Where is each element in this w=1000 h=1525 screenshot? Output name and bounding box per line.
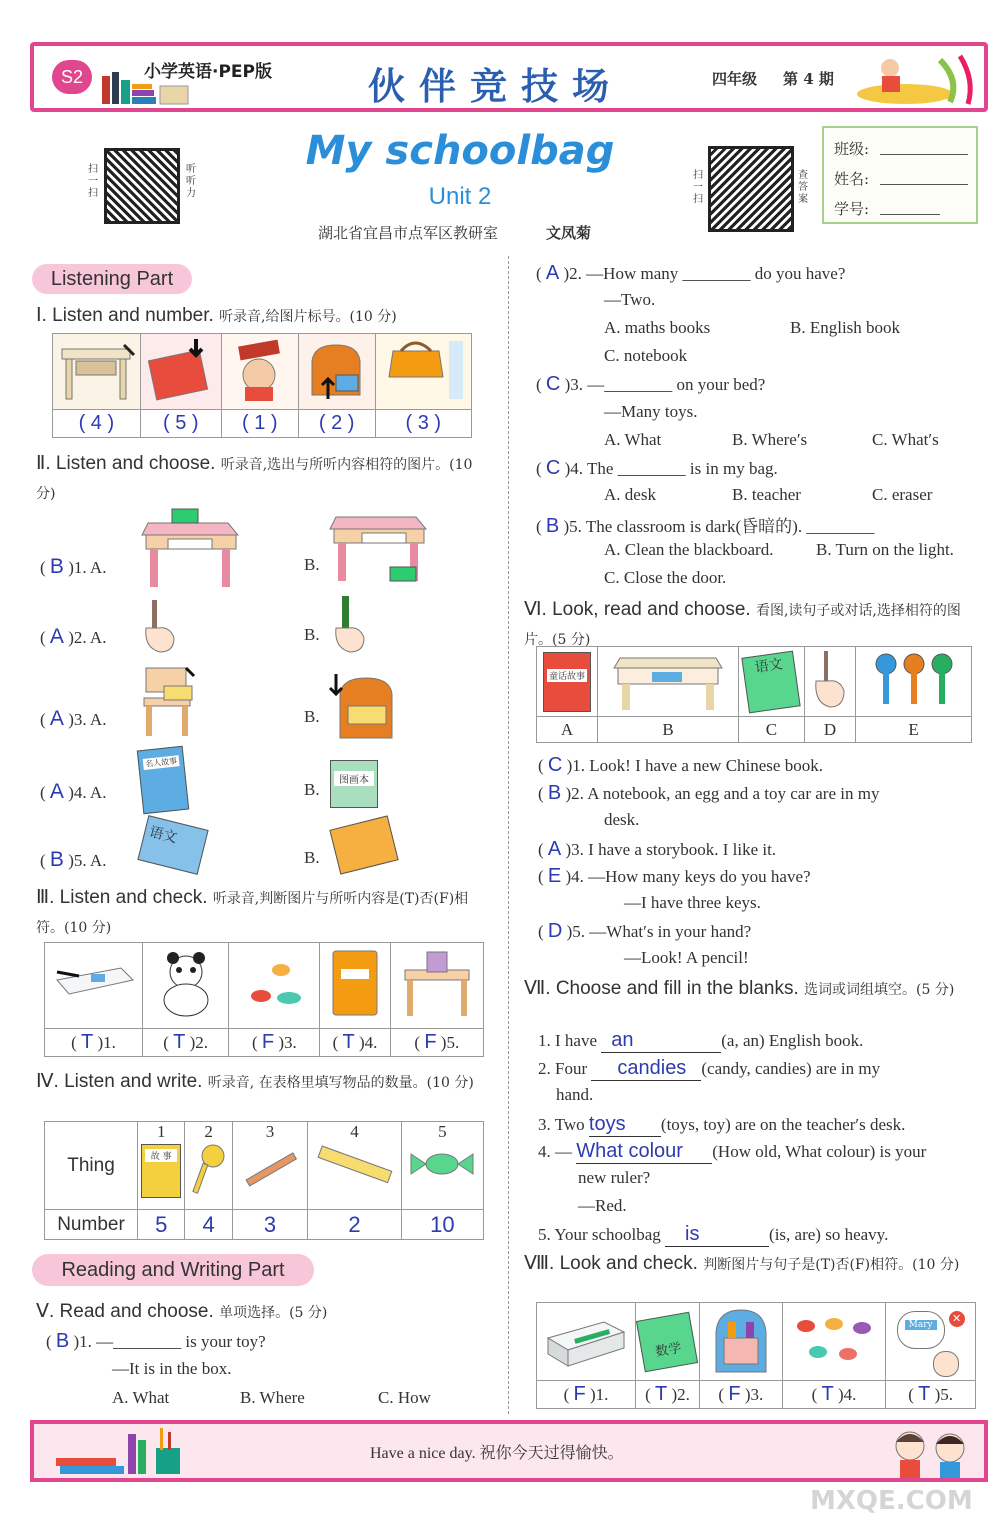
page-code-badge: S2 — [52, 60, 92, 94]
sec5-q5: ( B )5. The classroom is dark(昏暗的). ________ — [536, 515, 875, 537]
subject-label: 小学英语·PEP版 — [144, 62, 272, 82]
sec8-answer-4: ( T )4. — [782, 1381, 886, 1409]
storybook-red-cover — [543, 652, 591, 712]
sec5-q2: ( A )2. —How many ________ do you have? — [536, 262, 846, 284]
sec5-q1-opt-a: A. What — [112, 1388, 170, 1407]
math-book-cover: 数学 — [636, 1311, 698, 1372]
id-label: 学号: — [834, 200, 870, 218]
number-5: 10 — [401, 1210, 483, 1240]
sec5-q2-reply: —Two. — [604, 290, 656, 309]
hand-pencil-2-picture — [804, 647, 855, 717]
english-book-picture — [140, 334, 221, 410]
sec2-item-4-b: B. — [304, 780, 320, 799]
sec7-note: 选词或词组填空。(5 分) — [804, 982, 955, 998]
girl-face-icon — [933, 1351, 959, 1377]
storybook-yellow-label: 故 事 — [145, 1149, 177, 1162]
sec3-note: 听录音,判断图片与所听内容是(T)否(F)相符。(10 分) — [36, 891, 469, 936]
reading-writing-part-label: Reading and Writing Part — [32, 1254, 314, 1286]
sec2-item-3: ( A )3. A. — [40, 707, 107, 730]
number-header: Number — [45, 1210, 138, 1240]
math-book-picture — [635, 1303, 699, 1381]
sec5-q3-reply: —Many toys. — [604, 402, 698, 421]
qr-right-scan-label: 扫一扫 — [693, 170, 703, 205]
sec3-answer-2: ( T )2. — [142, 1029, 228, 1057]
qr-right-answer-label: 查答案 — [798, 170, 808, 205]
sec7-item-4-cont: new ruler? — [578, 1168, 651, 1187]
unit-label: Unit 2 — [428, 183, 492, 210]
sec2-item-5: ( B )5. A. — [40, 848, 107, 871]
sec5-note: 单项选择。(5 分) — [219, 1305, 328, 1321]
sec7-item-3: 3. Two toys (toys, toy) are on the teacher′s desk. — [538, 1113, 906, 1135]
desk-book-under-picture — [326, 503, 430, 593]
schoolbag-arrow-picture — [326, 660, 406, 746]
sec5-heading — [36, 1300, 327, 1323]
name-label: 姓名: — [834, 170, 870, 188]
sec3-answer-3: ( F )3. — [229, 1029, 320, 1057]
desk-book-on-top-picture — [138, 503, 242, 593]
sec3-answer-4: ( T )4. — [320, 1029, 390, 1057]
sec5-q5-opt-c: C. Close the door. — [604, 568, 727, 587]
sec5-q4-opt-a: A. desk — [604, 485, 656, 504]
sec7-item-5: 5. Your schoolbag is (is, are) so heavy. — [538, 1223, 889, 1245]
sec7-blank-3[interactable]: toys — [589, 1113, 661, 1137]
lesson-title: My schoolbag — [305, 128, 615, 174]
sec7-item-2: 2. Four candies (candy, candies) are in my — [538, 1057, 881, 1079]
sec8-answer-5: ( T )5. — [886, 1381, 976, 1409]
mary-name-tag: Mary — [905, 1320, 937, 1330]
sec5-q1: ( B )1. —________ is your toy? — [46, 1330, 266, 1352]
number-2: 4 — [185, 1210, 232, 1240]
listening-part-label: Listening Part — [32, 264, 192, 294]
sec7-item-4-reply: —Red. — [578, 1196, 627, 1215]
qr-left-scan-label: 扫一扫 — [88, 164, 98, 199]
sec4-title: Ⅳ. Listen and write. — [36, 1071, 203, 1092]
sec6-item-1: ( C )1. Look! I have a new Chinese book. — [538, 754, 823, 776]
col-2-number: 2 — [204, 1122, 213, 1141]
desk-notebook-picture — [598, 647, 739, 717]
schoolbag-math-book-picture — [298, 334, 375, 410]
sec5-q2-opt-b: B. English book — [790, 318, 901, 337]
desk-bag-picture — [390, 943, 483, 1029]
thing-col-5 — [401, 1122, 483, 1210]
sec6-note: 看图,读句子或对话,选择相符的图片。(5 分) — [524, 603, 961, 648]
sec6-label-e: E — [856, 717, 972, 743]
sec1-answer-5: ( 3 ) — [375, 410, 471, 438]
many-candies-picture — [782, 1303, 886, 1381]
footer-kids-illustration — [880, 1424, 980, 1484]
sec5-q3-opt-c: C. What′s — [872, 430, 939, 449]
sec5-q3-opt-b: B. Where′s — [732, 430, 808, 449]
sec3-answer-5: ( F )5. — [390, 1029, 483, 1057]
sec5-q4: ( C )4. The ________ is in my bag. — [536, 457, 778, 479]
sec5-q3: ( C )3. —________ on your bed? — [536, 373, 766, 395]
col-3-number: 3 — [265, 1122, 275, 1141]
pen-picture — [238, 1142, 302, 1192]
ruler-picture — [314, 1142, 394, 1192]
thing-col-3 — [232, 1122, 307, 1210]
name-field[interactable] — [880, 184, 968, 185]
three-keys-picture — [856, 647, 972, 717]
author-org: 湖北省宜昌市点军区教研室 — [318, 224, 499, 242]
hand-pen-picture — [330, 594, 374, 660]
sec5-q1-opt-b: B. Where — [240, 1388, 305, 1407]
chair-bag-picture — [138, 662, 200, 742]
sec7-item-4: 4. — What colour (How old, What colour) is your — [538, 1140, 927, 1162]
sec2-heading — [36, 450, 494, 508]
thing-header: Thing — [45, 1122, 138, 1210]
number-3: 3 — [232, 1210, 307, 1240]
sec3-table — [44, 942, 484, 1057]
sec6-item-5: ( D )5. —What′s in your hand? — [538, 920, 752, 942]
book-on-head-picture — [221, 334, 298, 410]
sec2-item-4: ( A )4. A. — [40, 780, 107, 803]
kid-on-cloud-illustration — [850, 50, 980, 108]
hand-pencil-picture — [140, 598, 184, 660]
orange-notebook-picture — [320, 943, 390, 1029]
sec7-blank-5[interactable]: is — [665, 1223, 769, 1247]
sec7-item-1: 1. I have an (a, an) English book. — [538, 1029, 864, 1051]
sec2-item-1: ( B )1. A. — [40, 555, 107, 578]
class-label: 班级: — [834, 140, 870, 158]
sec3-title: Ⅲ. Listen and check. — [36, 887, 208, 908]
sec1-answer-1: ( 4 ) — [53, 410, 141, 438]
sec2-item-2-b: B. — [304, 625, 320, 644]
col-4-number: 4 — [350, 1122, 359, 1141]
footer-books-icon — [56, 1424, 186, 1482]
candy-picture — [407, 1142, 477, 1186]
candies-picture — [229, 943, 320, 1029]
sec5-q2-opt-c: C. notebook — [604, 346, 688, 365]
thought-bubble — [897, 1311, 945, 1349]
author-name: 文凤菊 — [546, 224, 592, 242]
sec1-answer-4: ( 2 ) — [298, 410, 375, 438]
sec6-label-c: C — [738, 717, 804, 743]
sec1-answer-2: ( 5 ) — [140, 410, 221, 438]
storybook-red-label: 童话故事 — [547, 669, 587, 682]
storybook-red-picture — [537, 647, 598, 717]
col-1-number: 1 — [156, 1122, 166, 1141]
sec8-title: Ⅷ. Look and check. — [524, 1253, 698, 1274]
sec6-label-a: A — [537, 717, 598, 743]
sec4-note: 听录音, 在表格里填写物品的数量。(10 分) — [207, 1075, 474, 1091]
sec2-item-2: ( A )2. A. — [40, 625, 107, 648]
sec1-heading — [36, 304, 397, 327]
grade-label: 四年级 — [712, 70, 758, 88]
sec4-heading — [36, 1068, 496, 1097]
picture-book-picture — [330, 760, 378, 808]
student-info-box — [822, 126, 978, 224]
class-field[interactable] — [880, 154, 968, 155]
sec5-q4-opt-b: B. teacher — [732, 485, 801, 504]
chinese-book-green-cover: 语文 — [742, 650, 801, 713]
sec7-blank-4[interactable]: What colour — [576, 1140, 712, 1164]
sec3-heading — [36, 884, 496, 942]
sec5-q1-reply: —It is in the box. — [112, 1359, 232, 1378]
cross-mark-icon: ✕ — [949, 1311, 965, 1327]
sec6-item-2: ( B )2. A notebook, an egg and a toy car are in my — [538, 782, 880, 804]
qr-left-listen-label: 听听力 — [186, 164, 196, 199]
sec7-item-2-cont: hand. — [556, 1085, 594, 1104]
sec8-table — [536, 1302, 976, 1409]
sec2-item-1-b: B. — [304, 555, 320, 574]
sec5-q2-opt-a: A. maths books — [604, 318, 711, 337]
spiral-notebook-picture — [329, 815, 398, 874]
sec1-table — [52, 333, 472, 438]
sec6-item-4: ( E )4. —How many keys do you have? — [538, 865, 811, 887]
sec3-answer-1: ( T )1. — [45, 1029, 143, 1057]
sec6-item-4-cont: —I have three keys. — [624, 893, 761, 912]
newspaper-title: 伙伴竞技场 — [368, 65, 623, 108]
storybook-blue-picture — [137, 746, 189, 814]
issue-label: 第 4 期 — [783, 70, 834, 88]
qr-code-right[interactable] — [708, 146, 794, 232]
sec8-note: 判断图片与句子是(T)否(F)相符。(10 分) — [703, 1257, 960, 1273]
sec6-item-3: ( A )3. I have a storybook. I like it. — [538, 838, 777, 860]
watermark: MXQE.COM — [810, 1486, 973, 1516]
mary-book-thinking-picture — [886, 1303, 976, 1381]
sec5-q3-opt-a: A. What — [604, 430, 662, 449]
sec8-answer-3: ( F )3. — [700, 1381, 783, 1409]
bag-on-wall-picture — [375, 334, 471, 410]
number-4: 2 — [308, 1210, 402, 1240]
sec8-answer-2: ( T )2. — [635, 1381, 699, 1409]
sec6-label-b: B — [598, 717, 739, 743]
chinese-book-green-picture — [738, 647, 804, 717]
sec5-title: Ⅴ. Read and choose. — [36, 1301, 214, 1322]
sec7-title: Ⅶ. Choose and fill in the blanks. — [524, 978, 799, 999]
sec6-item-5-cont: —Look! A pencil! — [624, 948, 749, 967]
chinese-book-key-picture — [137, 815, 208, 875]
storybook-yellow-picture — [141, 1144, 181, 1198]
sec5-q1-opt-c: C. How — [378, 1388, 431, 1407]
sec1-title: Ⅰ. Listen and number. — [36, 305, 214, 326]
sec8-answer-1: ( F )1. — [537, 1381, 636, 1409]
sec6-table — [536, 646, 972, 743]
school-bag-full-picture — [700, 1303, 783, 1381]
sec8-heading — [524, 1250, 988, 1279]
sec2-item-5-b: B. — [304, 848, 320, 867]
panda-toy-picture — [142, 943, 228, 1029]
pencil-box-picture — [45, 943, 143, 1029]
sec2-item-3-b: B. — [304, 707, 320, 726]
sec6-label-d: D — [804, 717, 855, 743]
id-field[interactable] — [880, 214, 940, 215]
thing-col-4 — [308, 1122, 402, 1210]
sec5-q5-opt-a: A. Clean the blackboard. — [604, 540, 774, 559]
qr-code-left[interactable] — [104, 148, 180, 224]
storybook-label: 名人故事 — [143, 755, 180, 770]
sec1-note: 听录音,给图片标号。(10 分) — [219, 309, 397, 325]
desk-with-arrow-picture — [53, 334, 141, 410]
pencil-case-picture — [537, 1303, 636, 1381]
sec4-table — [44, 1121, 484, 1240]
chinese-book-label: 语文 — [147, 824, 179, 847]
picture-book-label: 图画本 — [334, 771, 374, 786]
sec2-note: 听录音,选出与所听内容相符的图片。(10 分) — [36, 457, 473, 502]
sec2-title: Ⅱ. Listen and choose. — [36, 453, 216, 474]
sec6-item-2-cont: desk. — [604, 810, 640, 829]
thing-col-2 — [185, 1122, 232, 1210]
sec5-q5-opt-b: B. Turn on the light. — [816, 540, 954, 559]
thing-col-1 — [138, 1122, 185, 1210]
sec6-title: Ⅵ. Look, read and choose. — [524, 599, 751, 620]
sec7-blank-1[interactable]: an — [601, 1029, 721, 1053]
key-picture — [189, 1142, 229, 1198]
sec7-blank-2[interactable]: candies — [591, 1057, 701, 1081]
footer-text: Have a nice day. 祝你今天过得愉快。 — [370, 1445, 624, 1462]
sec7-heading — [524, 975, 988, 1004]
sec1-answer-3: ( 1 ) — [221, 410, 298, 438]
sec5-q4-opt-c: C. eraser — [872, 485, 933, 504]
column-divider — [508, 256, 509, 1414]
col-5-number: 5 — [438, 1122, 447, 1141]
number-1: 5 — [138, 1210, 185, 1240]
